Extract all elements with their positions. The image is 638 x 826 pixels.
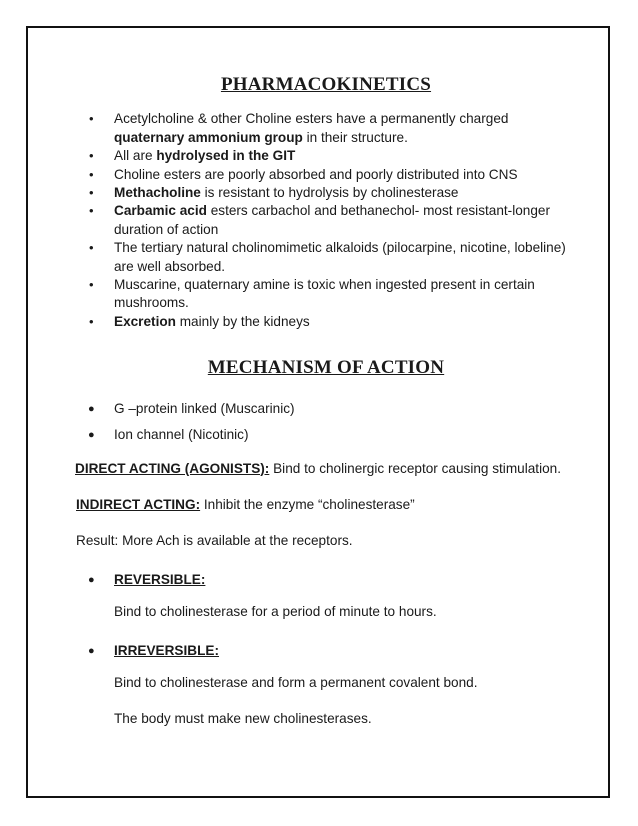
item-bold: Methacholine [114,185,201,201]
item-text: The tertiary natural cholinomimetic alkaloids (pilocarpine, nicotine, lobeline) are well absorbed. [114,240,566,274]
list-item [76,276,576,313]
item-text: in their structure. [302,129,408,145]
new-cholinesterases-text: The body must make new cholinesterases. [114,711,372,727]
list-item [76,166,576,184]
item-text: Muscarine, quaternary amine is toxic when ingested present in certain mushrooms. [114,277,535,311]
item-text: mainly by the kidneys [175,313,310,329]
list-item [76,313,576,331]
irreversible-text: Bind to cholinesterase and form a permanent covalent bond. [114,674,478,690]
direct-acting-paragraph [75,460,576,478]
irreversible-label: IRREVERSIBLE: [114,642,219,658]
indirect-acting-paragraph [76,496,576,514]
mechanism-list [76,400,576,445]
mechanism-heading: MECHANISM OF ACTION [207,357,445,379]
list-item [76,642,576,660]
item-bold: hydrolysed in the GIT [156,148,296,164]
item-text: is resistant to hydrolysis by cholinesterase [200,185,459,201]
pharmacokinetics-list [76,110,576,331]
indirect-acting-text: Inhibit the enzyme “cholinesterase” [200,496,415,512]
list-item [76,202,576,239]
item-bold: Excretion [114,313,176,329]
item-bold: quaternary ammonium group [114,129,303,145]
list-item [76,239,576,276]
item-text: esters carbachol and bethanechol- most resistant-longer duration of action [114,203,550,237]
reversible-list [76,571,576,589]
list-item: ● Ion channel (Nicotinic) [76,426,576,444]
direct-acting-label: DIRECT ACTING (AGONISTS): [75,460,270,476]
list-item [76,110,576,147]
list-item: ● G –protein linked (Muscarinic) [76,400,576,418]
item-bold: Carbamic acid [114,203,207,219]
reversible-label: REVERSIBLE: [114,571,206,587]
indirect-acting-label: INDIRECT ACTING: [76,496,201,512]
pharmacokinetics-heading: PHARMACOKINETICS [220,74,432,95]
result-paragraph: Result: More Ach is available at the receptors. [76,533,353,549]
item-text: Choline esters are poorly absorbed and poorly distributed into CNS [114,166,518,182]
reversible-text: Bind to cholinesterase for a period of minute to hours. [114,604,437,620]
irreversible-list [76,642,576,660]
list-item [76,184,576,202]
direct-acting-text: Bind to cholinergic receptor causing stimulation. [269,460,561,476]
list-item [76,147,576,165]
item-text: Acetylcholine & other Choline esters have a permanently charged [114,111,509,127]
document-content [76,72,576,729]
list-item [76,571,576,589]
item-text: All are [114,148,157,164]
